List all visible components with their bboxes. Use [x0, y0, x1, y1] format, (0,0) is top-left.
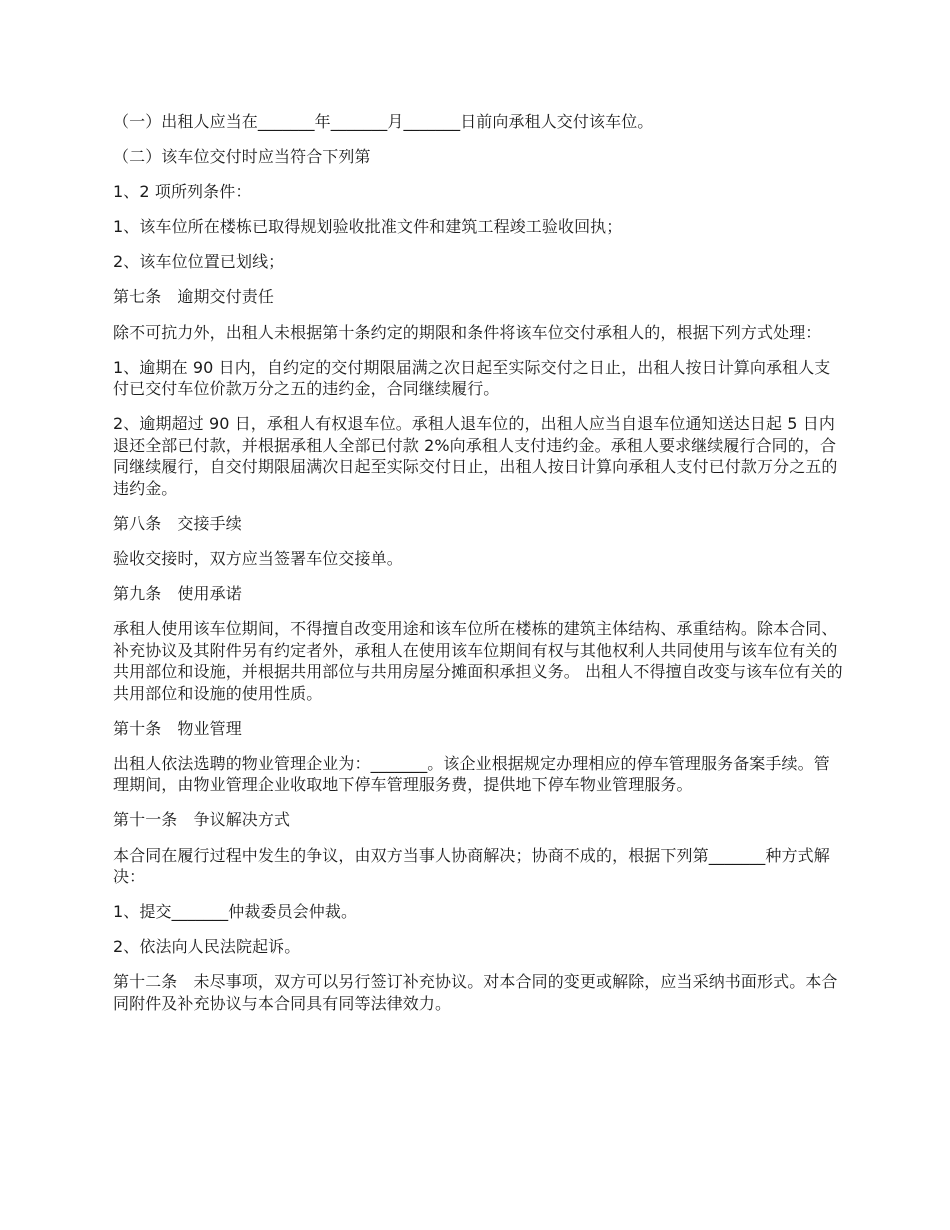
article-7-body: 除不可抗力外，出租人未根据第十条约定的期限和条件将该车位交付承租人的，根据下列方式处理：	[113, 322, 822, 342]
delivery-conditions-intro: （二）该车位交付时应当符合下列第	[113, 147, 371, 167]
article-7-item-2: 2、逾期超过 90 日，承租人有权退车位。承租人退车位的，出租人应当自退车位通知送达日起 5 日内退还全部已付款，并根据承租人全部已付款 2%向承租人支付违约金。承租人要求继续履行合同的，合同继续履行，自交付期限届满次日起至实际交付日止，出租人按日计算向承租人支付已付款万分之五的违约金。	[113, 414, 838, 498]
article-7-heading: 第七条 逾期交付责任	[113, 287, 275, 307]
article-8-heading: 第八条 交接手续	[113, 513, 242, 533]
article-11-heading: 第十一条 争议解决方式	[113, 810, 291, 830]
condition-1: 1、该车位所在楼栋已取得规划验收批准文件和建筑工程竣工验收回执；	[113, 217, 623, 237]
article-9-heading: 第九条 使用承诺	[113, 584, 242, 604]
condition-2: 2、该车位位置已划线；	[113, 252, 285, 272]
article-11-option-1: 1、提交_______仲裁委员会仲裁。	[113, 902, 358, 922]
article-10-body: 出租人依法选聘的物业管理企业为：_______。该企业根据规定办理相应的停车管理服务备案手续。管理期间，由物业管理企业收取地下停车管理服务费，提供地下停车物业管理服务。	[113, 753, 830, 795]
delivery-date-clause: （一）出租人应当在_______年_______月_______日前向承租人交付该车位。	[113, 112, 654, 131]
article-12-body: 第十二条 未尽事项，双方可以另行签订补充协议。对本合同的变更或解除，应当采纳书面形式。本合同附件及补充协议与本合同具有同等法律效力。	[113, 972, 838, 1013]
document-page	[113, 111, 843, 1028]
article-7-item-1: 1、逾期在 90 日内，自约定的交付期限届满之次日起至实际交付之日止，出租人按日计算向承租人支付已交付车位价款万分之五的违约金，合同继续履行。	[113, 357, 831, 399]
article-11-body: 本合同在履行过程中发生的争议，由双方当事人协商解决；协商不成的，根据下列第_______种方式解决：	[113, 845, 830, 886]
article-10-heading: 第十条 物业管理	[113, 718, 242, 738]
article-8-body: 验收交接时，双方应当签署车位交接单。	[113, 548, 403, 568]
delivery-conditions-items: 1、2 项所列条件：	[113, 182, 252, 202]
article-11-option-2: 2、依法向人民法院起诉。	[113, 937, 301, 957]
article-9-body: 承租人使用该车位期间，不得擅自改变用途和该车位所在楼栋的建筑主体结构、承重结构。除本合同、补充协议及其附件另有约定者外，承租人在使用该车位期间有权与其他权利人共同使用与该车位有关的共用部位和设施，并根据共用部位与共用房屋分摊面积承担义务。 出租人不得擅自改变与该车位有关的共用部位和设施的使用性质。	[113, 619, 843, 703]
